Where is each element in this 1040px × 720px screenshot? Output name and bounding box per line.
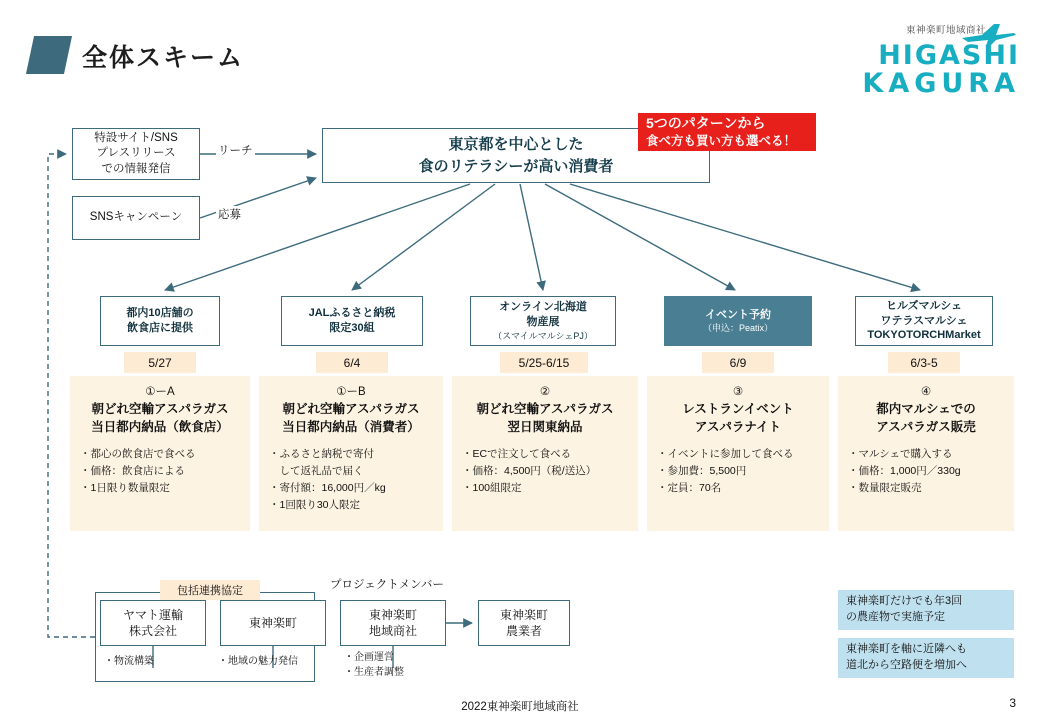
partner-0-line-0: ヤマト運輸 <box>122 607 183 622</box>
card-3-number: ③ <box>732 386 744 398</box>
card-2-number: ② <box>539 386 551 398</box>
detail-card-0 <box>70 376 250 531</box>
logo-tagline: 東神楽町地域商社 <box>905 25 986 36</box>
note-box-0 <box>838 590 1014 630</box>
partner-2-line-0: 東神楽町 <box>368 607 417 622</box>
footer-text: 2022東神楽町地域商社 <box>461 701 579 713</box>
callout-line-2: 食べ方も買い方も選べる！ <box>646 134 797 148</box>
card-1-head-0: 朝どれ空輸アスパラガス <box>282 402 420 417</box>
left-box-1-line-3: での情報発信 <box>101 162 171 175</box>
partner-3-line-1: 農業者 <box>505 624 542 638</box>
channel-box-4[interactable] <box>855 296 993 346</box>
note-box-1 <box>838 638 1014 678</box>
card-1-bullet-3: ・1回限り30人限定 <box>269 498 361 511</box>
date-pill-0: 5/27 <box>124 352 196 373</box>
channel-0-line-1: 飲食店に提供 <box>127 322 193 334</box>
partner-0-line-1: 株式会社 <box>128 624 177 638</box>
detail-card-3 <box>647 376 829 531</box>
channel-2-line-1: 物産展 <box>526 315 560 328</box>
channel-box-1[interactable] <box>281 296 423 346</box>
detail-card-1 <box>259 376 443 531</box>
card-3-head-1: アスパラナイト <box>694 419 782 434</box>
channel-4-line-1: ワテラスマルシェ <box>880 314 968 327</box>
card-0-head-1: 当日都内納品（飲食店） <box>91 419 229 434</box>
card-3-bullets <box>657 446 819 496</box>
agreement-label: 包括連携協定 <box>160 580 260 600</box>
consumer-line-2: 食のリテラシーが高い消費者 <box>418 157 614 175</box>
channel-4-line-0: ヒルズマルシェ <box>886 299 962 312</box>
card-3-bullet-0: ・イベントに参加して食べる <box>657 448 794 461</box>
partner-box-3[interactable] <box>478 600 570 646</box>
date-pill-2: 5/25-6/15 <box>500 352 588 373</box>
channel-3-line-0: イベント予約 <box>705 308 771 321</box>
card-1-bullet-0: ・ふるさと納税で寄付 <box>269 448 374 461</box>
card-2-bullet-2: ・100組限定 <box>462 481 522 494</box>
date-pill-4: 6/3-5 <box>888 352 960 373</box>
channel-2-sub: （スマイルマルシェPJ） <box>493 330 593 341</box>
partner-note-2 <box>344 650 404 680</box>
card-0-head-0: 朝どれ空輸アスパラガス <box>91 402 229 417</box>
edge-label-reach: リーチ <box>216 142 255 158</box>
card-2-head-1: 翌日関東納品 <box>507 419 583 434</box>
left-box-1-line-2: プレスリリース <box>96 147 176 160</box>
card-2-bullet-1: ・価格：4,500円（税/送込） <box>462 465 597 478</box>
partner-note-2-line-0: ・企画運営 <box>344 652 394 663</box>
card-2-bullet-0: ・ECで注文して食べる <box>462 448 572 461</box>
consumer-line-1: 東京都を中心とした <box>448 135 584 153</box>
channel-box-0[interactable] <box>100 296 220 346</box>
card-0-bullet-2: ・1日限り数量限定 <box>80 481 170 494</box>
box-sns-campaign[interactable] <box>72 196 200 240</box>
callout-line-1: 5つのパターンから <box>646 115 766 132</box>
card-0-bullet-1: ・価格：飲食店による <box>80 465 185 478</box>
card-1-number: ①ーB <box>336 386 366 398</box>
note-0-line-2: の農産物で実施予定 <box>846 611 945 623</box>
channel-2-line-0: オンライン北海道 <box>499 301 587 314</box>
card-4-head-0: 都内マルシェでの <box>876 402 976 417</box>
card-4-bullet-1: ・価格：1,000円／330g <box>848 465 961 478</box>
channel-box-2[interactable] <box>470 296 616 346</box>
title-accent-marker <box>26 36 72 74</box>
card-2-head-0: 朝どれ空輸アスパラガス <box>476 402 614 417</box>
channel-box-3[interactable] <box>664 296 812 346</box>
card-4-head-1: アスパラガス販売 <box>876 419 976 434</box>
left-box-1-line-1: 特設サイト/SNS <box>94 131 178 144</box>
logo-line-2: KAGURA <box>862 68 1020 100</box>
channel-1-line-0: JALふるさと納税 <box>308 307 396 320</box>
page-number: 3 <box>1009 696 1016 710</box>
channel-1-line-1: 限定30組 <box>329 322 375 334</box>
card-3-bullet-1: ・参加費：5,500円 <box>657 465 747 478</box>
card-1-bullet-2: ・寄付額：16,000円／kg <box>269 481 386 494</box>
card-0-bullets <box>80 446 240 496</box>
logo-wordmark <box>862 42 1020 99</box>
left-box-2-label: SNSキャンペーン <box>89 211 183 224</box>
date-pill-1: 6/4 <box>316 352 388 373</box>
card-1-head-1: 当日都内納品（消費者） <box>282 419 420 434</box>
partner-note-1: ・地域の魅力発信 <box>218 656 298 667</box>
callout-five-patterns <box>638 113 816 151</box>
logo-line-1: HIGASHI <box>878 40 1020 71</box>
partner-box-2[interactable] <box>340 600 446 646</box>
partner-2-line-1: 地域商社 <box>368 624 417 638</box>
card-4-number: ④ <box>920 386 932 398</box>
channel-0-line-0: 都内10店舗の <box>126 307 194 320</box>
card-0-bullet-0: ・都心の飲食店で食べる <box>80 448 196 461</box>
box-site-sns-press[interactable] <box>72 128 200 180</box>
card-3-bullet-2: ・定員：70名 <box>657 481 722 494</box>
note-1-line-2: 道北から空路便を増加へ <box>846 659 967 671</box>
partner-box-0[interactable] <box>100 600 206 646</box>
channel-3-sub: （申込：Peatix） <box>702 323 773 334</box>
card-4-bullets <box>848 446 1004 496</box>
card-4-bullet-0: ・マルシェで購入する <box>848 448 953 461</box>
detail-card-2 <box>452 376 638 531</box>
card-2-bullets <box>462 446 628 496</box>
card-1-bullet-1: して返礼品で届く <box>269 465 364 478</box>
date-pill-3: 6/9 <box>702 352 774 373</box>
card-0-number: ①ーA <box>145 386 175 398</box>
project-member-label: プロジェクトメンバー <box>330 579 444 591</box>
partner-1-line-0: 東神楽町 <box>248 615 297 630</box>
card-3-head-0: レストランイベント <box>682 402 794 417</box>
partner-3-line-0: 東神楽町 <box>499 607 548 622</box>
card-4-bullet-2: ・数量限定販売 <box>848 481 922 494</box>
channel-4-line-2: TOKYOTORCHMarket <box>867 329 981 342</box>
detail-card-4 <box>838 376 1014 531</box>
note-1-line-1: 東神楽町を軸に近隣へも <box>846 643 967 656</box>
partner-note-2-line-1: ・生産者調整 <box>344 667 404 678</box>
edge-label-apply: 応募 <box>216 206 243 222</box>
note-0-line-1: 東神楽町だけでも年3回 <box>846 595 963 608</box>
brand-logo <box>850 10 1020 110</box>
partner-note-0: ・物流構築 <box>104 656 154 667</box>
partner-box-1[interactable] <box>220 600 326 646</box>
card-1-bullets <box>269 446 433 513</box>
page-title: 全体スキーム <box>82 44 245 72</box>
